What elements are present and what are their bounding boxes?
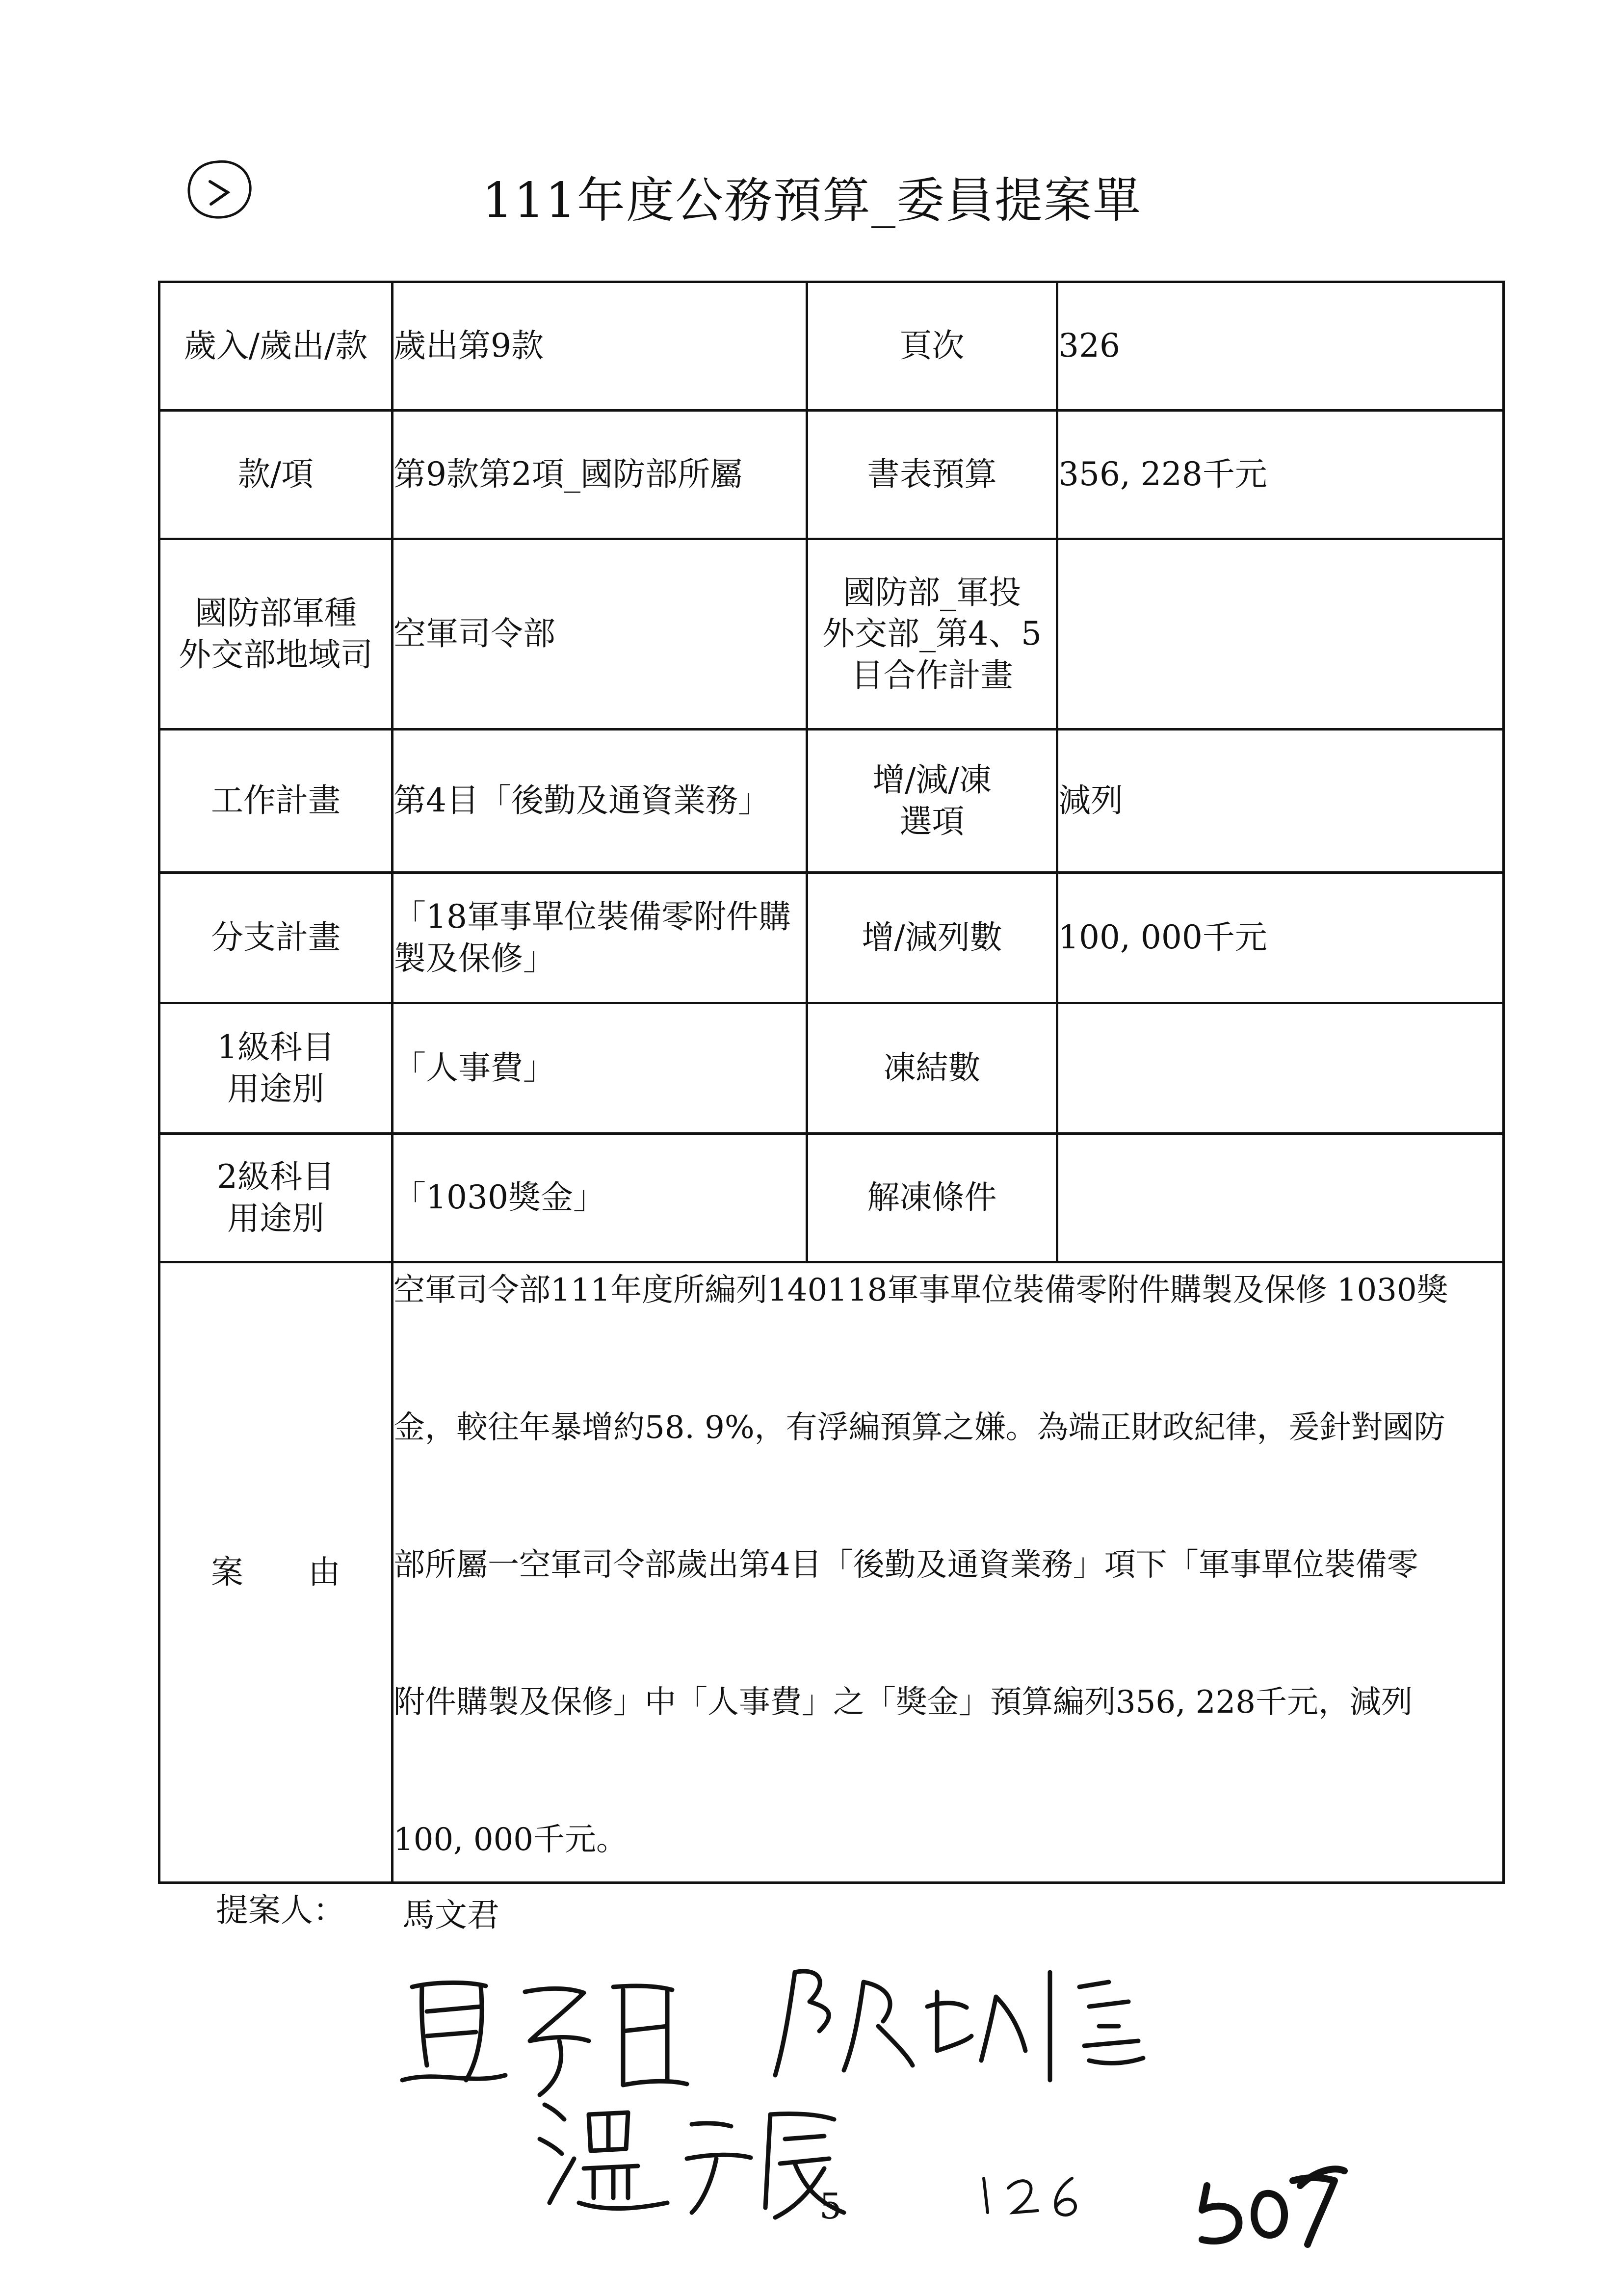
- page-number: 5: [819, 2186, 842, 2227]
- field-label: [159, 1134, 393, 1262]
- field-value: 「人事費」: [393, 1003, 807, 1134]
- label-line: 外交部_第4、5: [822, 615, 1042, 653]
- signature-2: [765, 1953, 1168, 2092]
- handwritten-stamp-number: [1187, 2156, 1349, 2256]
- label-line: 2級科目: [217, 1158, 335, 1196]
- field-value: [1057, 539, 1504, 730]
- reason-label: 案 由: [159, 1262, 393, 1883]
- field-value: 減列: [1057, 730, 1504, 873]
- label-line: 外交部地域司: [179, 635, 373, 674]
- field-label: 解凍條件: [807, 1134, 1057, 1262]
- proposal-form-table: [158, 281, 1505, 1884]
- label-line: 選項: [899, 802, 965, 840]
- field-label: 工作計畫: [159, 730, 393, 873]
- field-value: [1057, 1134, 1504, 1262]
- table-row: [159, 873, 1504, 1003]
- field-value: 第9款第2項_國防部所屬: [393, 411, 807, 539]
- table-row: [159, 1262, 1504, 1883]
- value-line: 「18軍事單位裝備零附件購: [393, 898, 791, 936]
- label-line: 國防部軍種: [195, 594, 357, 632]
- field-label: 分支計畫: [159, 873, 393, 1003]
- table-row: [159, 282, 1504, 411]
- signature-3: [530, 2085, 854, 2229]
- field-value: 空軍司令部: [393, 539, 807, 730]
- reason-line: 100, 000千元。: [393, 1822, 628, 1858]
- reason-line: 空軍司令部111年度所編列140118軍事單位裝備零附件購製及保修 1030獎: [393, 1272, 1448, 1308]
- table-row: [159, 730, 1504, 873]
- proposer-name: 馬文君: [402, 1896, 499, 1934]
- reason-line: 附件購製及保修」中「人事費」之「獎金」預算編列356, 228千元，減列: [393, 1684, 1413, 1721]
- label-line: 增/減/凍: [872, 761, 992, 799]
- field-value: 「1030獎金」: [393, 1134, 807, 1262]
- proposer-label: 提案人：: [216, 1891, 345, 1929]
- field-label: 款/項: [159, 411, 393, 539]
- field-value: [393, 873, 807, 1003]
- field-label: [807, 730, 1057, 873]
- handwritten-number: [974, 2168, 1092, 2224]
- label-line: 用途別: [227, 1070, 324, 1108]
- field-label: [807, 539, 1057, 730]
- reason-line: 部所屬一空軍司令部歲出第4目「後勤及通資業務」項下「軍事單位裝備零: [393, 1547, 1418, 1583]
- field-value: 100, 000千元: [1057, 873, 1504, 1003]
- label-line: 目合作計畫: [851, 656, 1013, 694]
- field-value: 第4目「後勤及通資業務」: [393, 730, 807, 873]
- field-label: [159, 539, 393, 730]
- reason-line: 金，較往年暴增約58. 9%，有浮編預算之嫌。為端正財政紀律，爰針對國防: [393, 1409, 1445, 1446]
- form-title: 111年度公務預算_委員提案單: [482, 173, 1142, 229]
- field-value: 歲出第9款: [393, 282, 807, 411]
- reason-text: [393, 1262, 1504, 1883]
- field-value: 326: [1057, 282, 1504, 411]
- field-label: 歲入/歲出/款: [159, 282, 393, 411]
- field-value: [1057, 1003, 1504, 1134]
- field-label: 頁次: [807, 282, 1057, 411]
- value-line: 製及保修」: [393, 939, 555, 977]
- field-value: 356, 228千元: [1057, 411, 1504, 539]
- field-label: [159, 1003, 393, 1134]
- table-row: [159, 539, 1504, 730]
- label-line: 用途別: [227, 1199, 324, 1237]
- label-line: 1級科目: [217, 1028, 335, 1067]
- label-line: 國防部_軍投: [843, 573, 1021, 611]
- table-row: [159, 1134, 1504, 1262]
- table-row: [159, 411, 1504, 539]
- signature-1: [393, 1957, 697, 2107]
- table-row: [159, 1003, 1504, 1134]
- field-label: 書表預算: [807, 411, 1057, 539]
- field-label: 增/減列數: [807, 873, 1057, 1003]
- field-label: 凍結數: [807, 1003, 1057, 1134]
